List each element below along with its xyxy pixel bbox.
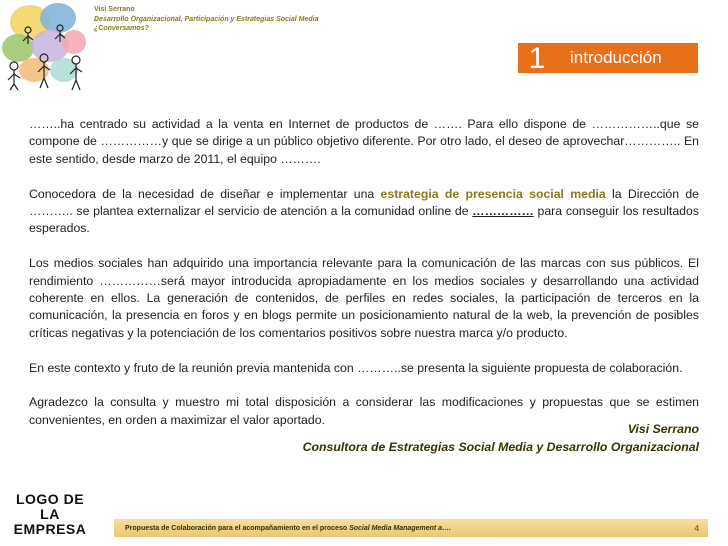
page-number: 4: [694, 523, 699, 533]
section-title: introducción: [570, 48, 662, 67]
paragraph-3: Los medios sociales han adquirido una importancia relevante para la comunicación de las marcas con sus públicos. El rendimiento ……………será mayor introducida apropiadamente en los medios sociales y desarrollando una actividad coherente en ellos. La generación de contenidos, de perfiles en redes sociales, la participación de terceros en la comunicación, la presencia en foros y en blogs permite un posicionamiento natural de la web, la prevención de posibles críticas negativas y la potenciación de los comentarios positivos sobre nuestra marca y/o producto.: [29, 256, 699, 340]
paragraph-5: Agradezco la consulta y muestro mi total disposición a considerar las modificaciones y propuestas que se estimen convenientes, en orden a maximizar el valor aportado.: [29, 395, 699, 427]
footer-text: [114, 525, 451, 532]
header-tagline: Desarrollo Organizacional, Participación y Estrategias Social Media: [94, 15, 319, 23]
header-subtitle: ¿Conversamos?: [94, 25, 149, 32]
body-text: [29, 116, 699, 447]
header-author: Visi Serrano: [94, 6, 135, 13]
paragraph-2: [29, 186, 699, 238]
paragraph-4: En este contexto y fruto de la reunión previa mantenida con ………..se presenta la siguiente propuesta de colaboración.: [29, 360, 683, 375]
signature-role: Consultora de Estrategias Social Media y Desarrollo Organizacional: [302, 440, 699, 454]
highlight-strategy: estrategia de presencia social media: [380, 186, 606, 201]
company-logo-placeholder: LOGO DE LA EMPRESA: [13, 491, 87, 537]
footer-text-italic: Social Media Management a….: [349, 524, 451, 532]
section-number: 1: [528, 42, 546, 75]
signature-name: Visi Serrano: [627, 422, 699, 436]
section-tab: [518, 43, 698, 73]
footer-bar: [114, 519, 708, 537]
speech-bubbles-logo-icon: [0, 0, 88, 92]
underlined-placeholder: ……………: [472, 204, 534, 219]
paragraph-2-start: Conocedora de la necesidad de diseñar e implementar una: [29, 186, 375, 201]
paragraph-1: ……..ha centrado su actividad a la venta en Internet de productos de ……. Para ello dispone de ……………..que se compone de ……………y que se dirige a un público objetivo diferente. Por otro lado, el deseo de aprovechar………….. En este sentido, desde marzo de 2011, el equipo ……….: [29, 117, 699, 166]
paragraph-2-end: para conseguir los resultados esperados.: [29, 204, 700, 236]
footer-text-start: Propuesta de Colaboración para el acompañamiento en el proceso: [125, 524, 348, 532]
header-text: [94, 5, 318, 34]
paragraph-2-middle: la Dirección de ……….. se plantea externalizar el servicio de atención a la comunidad online de: [29, 186, 700, 219]
signature: [303, 420, 699, 456]
